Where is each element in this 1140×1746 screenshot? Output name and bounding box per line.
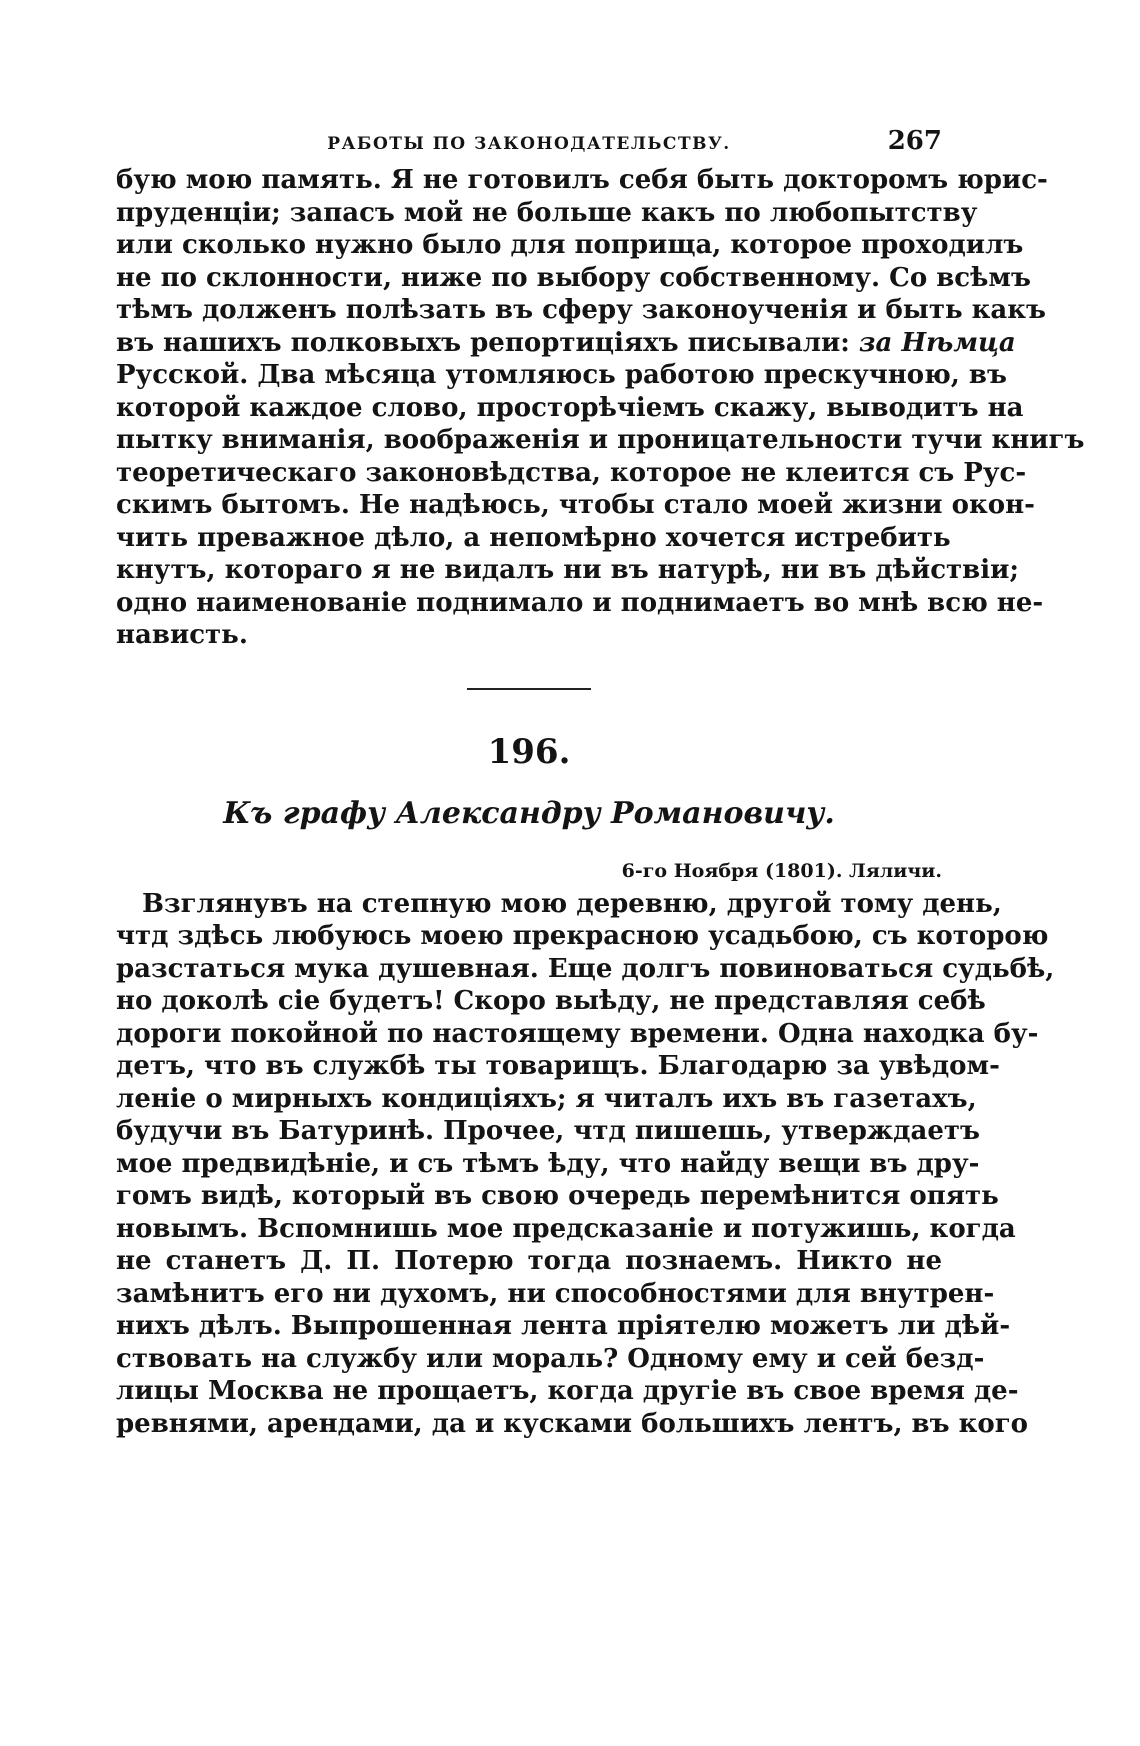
text-line: скимъ бытомъ. Не надѣюсь, чтобы стало моей жизни окон- [116,490,1035,520]
section-separator [467,688,591,690]
text-line: теоретическаго законовѣдства, которое не клеится съ Рус- [116,457,1027,488]
text-line: пытку вниманія, воображенія и проницательности тучи книгъ [116,425,1085,455]
book-page [116,118,1085,1440]
text-line: одно наименованіе поднимало и поднимаетъ во мнѣ всю не- [116,587,1044,618]
text-line: бую мою память. Я не готовилъ себя быть докторомъ юрис- [116,165,1048,195]
text-line: леніе о мирныхъ кондиціяхъ; я читалъ ихъ въ газетахъ, [116,1083,977,1114]
text-line: замѣнитъ его ни духомъ, ни способностями для внутрен- [116,1278,995,1309]
text-line: Взглянувъ на степную мою деревню, другой тому день, [142,888,1002,919]
text-line: разстаться мука душевная. Еще долгъ повиноваться судьбѣ, [116,953,1055,984]
italic-phrase: за Нѣмца [858,327,1016,358]
text-line [116,327,1016,360]
text-line: нависть. [116,620,248,650]
text-line: пруденціи; запасъ мой не больше какъ по любопытству [116,197,978,228]
text-line: не по склонности, ниже по выбору собственному. Со всѣмъ [116,262,1031,293]
letter-dateline: 6-го Ноября (1801). Ляличи. [621,859,942,882]
page-number: 267 [887,126,942,156]
text-line: нихъ дѣлъ. Выпрошенная лента пріятелю можетъ ли дѣй- [116,1311,1011,1341]
letter-addressee: Къ графу Александру Романовичу. [223,795,835,831]
text-line: детъ, что въ службѣ ты товарищъ. Благодарю за увѣдом- [116,1051,1000,1081]
text-line: но доколѣ сіе будетъ! Скоро выѣду, не представляя себѣ [116,986,986,1016]
letter-body [116,888,1055,1441]
text-line: чить преважное дѣло, а непомѣрно хочется истребить [116,522,951,553]
text-line: новымъ. Вспомнишь мое предсказаніе и потужишь, когда [116,1213,1016,1244]
text-line: Русской. Два мѣсяца утомляюсь работою прескучною, въ [116,360,1007,390]
text-line: мое предвидѣніе, и съ тѣмъ ѣду, что найду вещи въ дру- [116,1148,980,1179]
text-line: чтд здѣсь любуюсь моею прекрасною усадьбою, съ которою [116,921,1049,951]
running-header [116,118,942,164]
text-line: ствовать на службу или мораль? Одному ему и сей безд- [116,1343,985,1374]
continued-paragraph [116,164,1085,652]
letter-number: 196. [487,731,571,772]
text-line: тѣмъ долженъ полѣзать въ сферу законоученія и быть какъ [116,295,1046,325]
text-line: не станетъ Д. П. Потерю тогда познаемъ. Никто не [116,1246,942,1276]
text-segment: въ нашихъ полковыхъ репортиціяхъ писывали: [116,327,850,358]
text-line: кнутъ, котораго я не видалъ ни въ натурѣ, ни въ дѣйствіи; [116,555,1019,585]
text-line: лицы Москва не прощаетъ, когда другіе въ свое время де- [116,1376,1019,1406]
text-line: которой каждое слово, просторѣчіемъ скажу, выводитъ на [116,392,1024,423]
text-line: будучи въ Батуринѣ. Прочее, чтд пишешь, утверждаетъ [116,1116,980,1146]
running-title: РАБОТЫ ПО ЗАКОНОДАТЕЛЬСТВУ. [327,134,731,154]
text-line: ревнями, арендами, да и кусками большихъ лентъ, въ кого [116,1408,1029,1439]
text-line: или сколько нужно было для поприща, которое проходилъ [116,230,1024,260]
text-line: дороги покойной по настоящему времени. Одна находка бу- [116,1018,1039,1049]
text-line: гомъ видѣ, который въ свою очередь перемѣнится опять [116,1181,999,1211]
